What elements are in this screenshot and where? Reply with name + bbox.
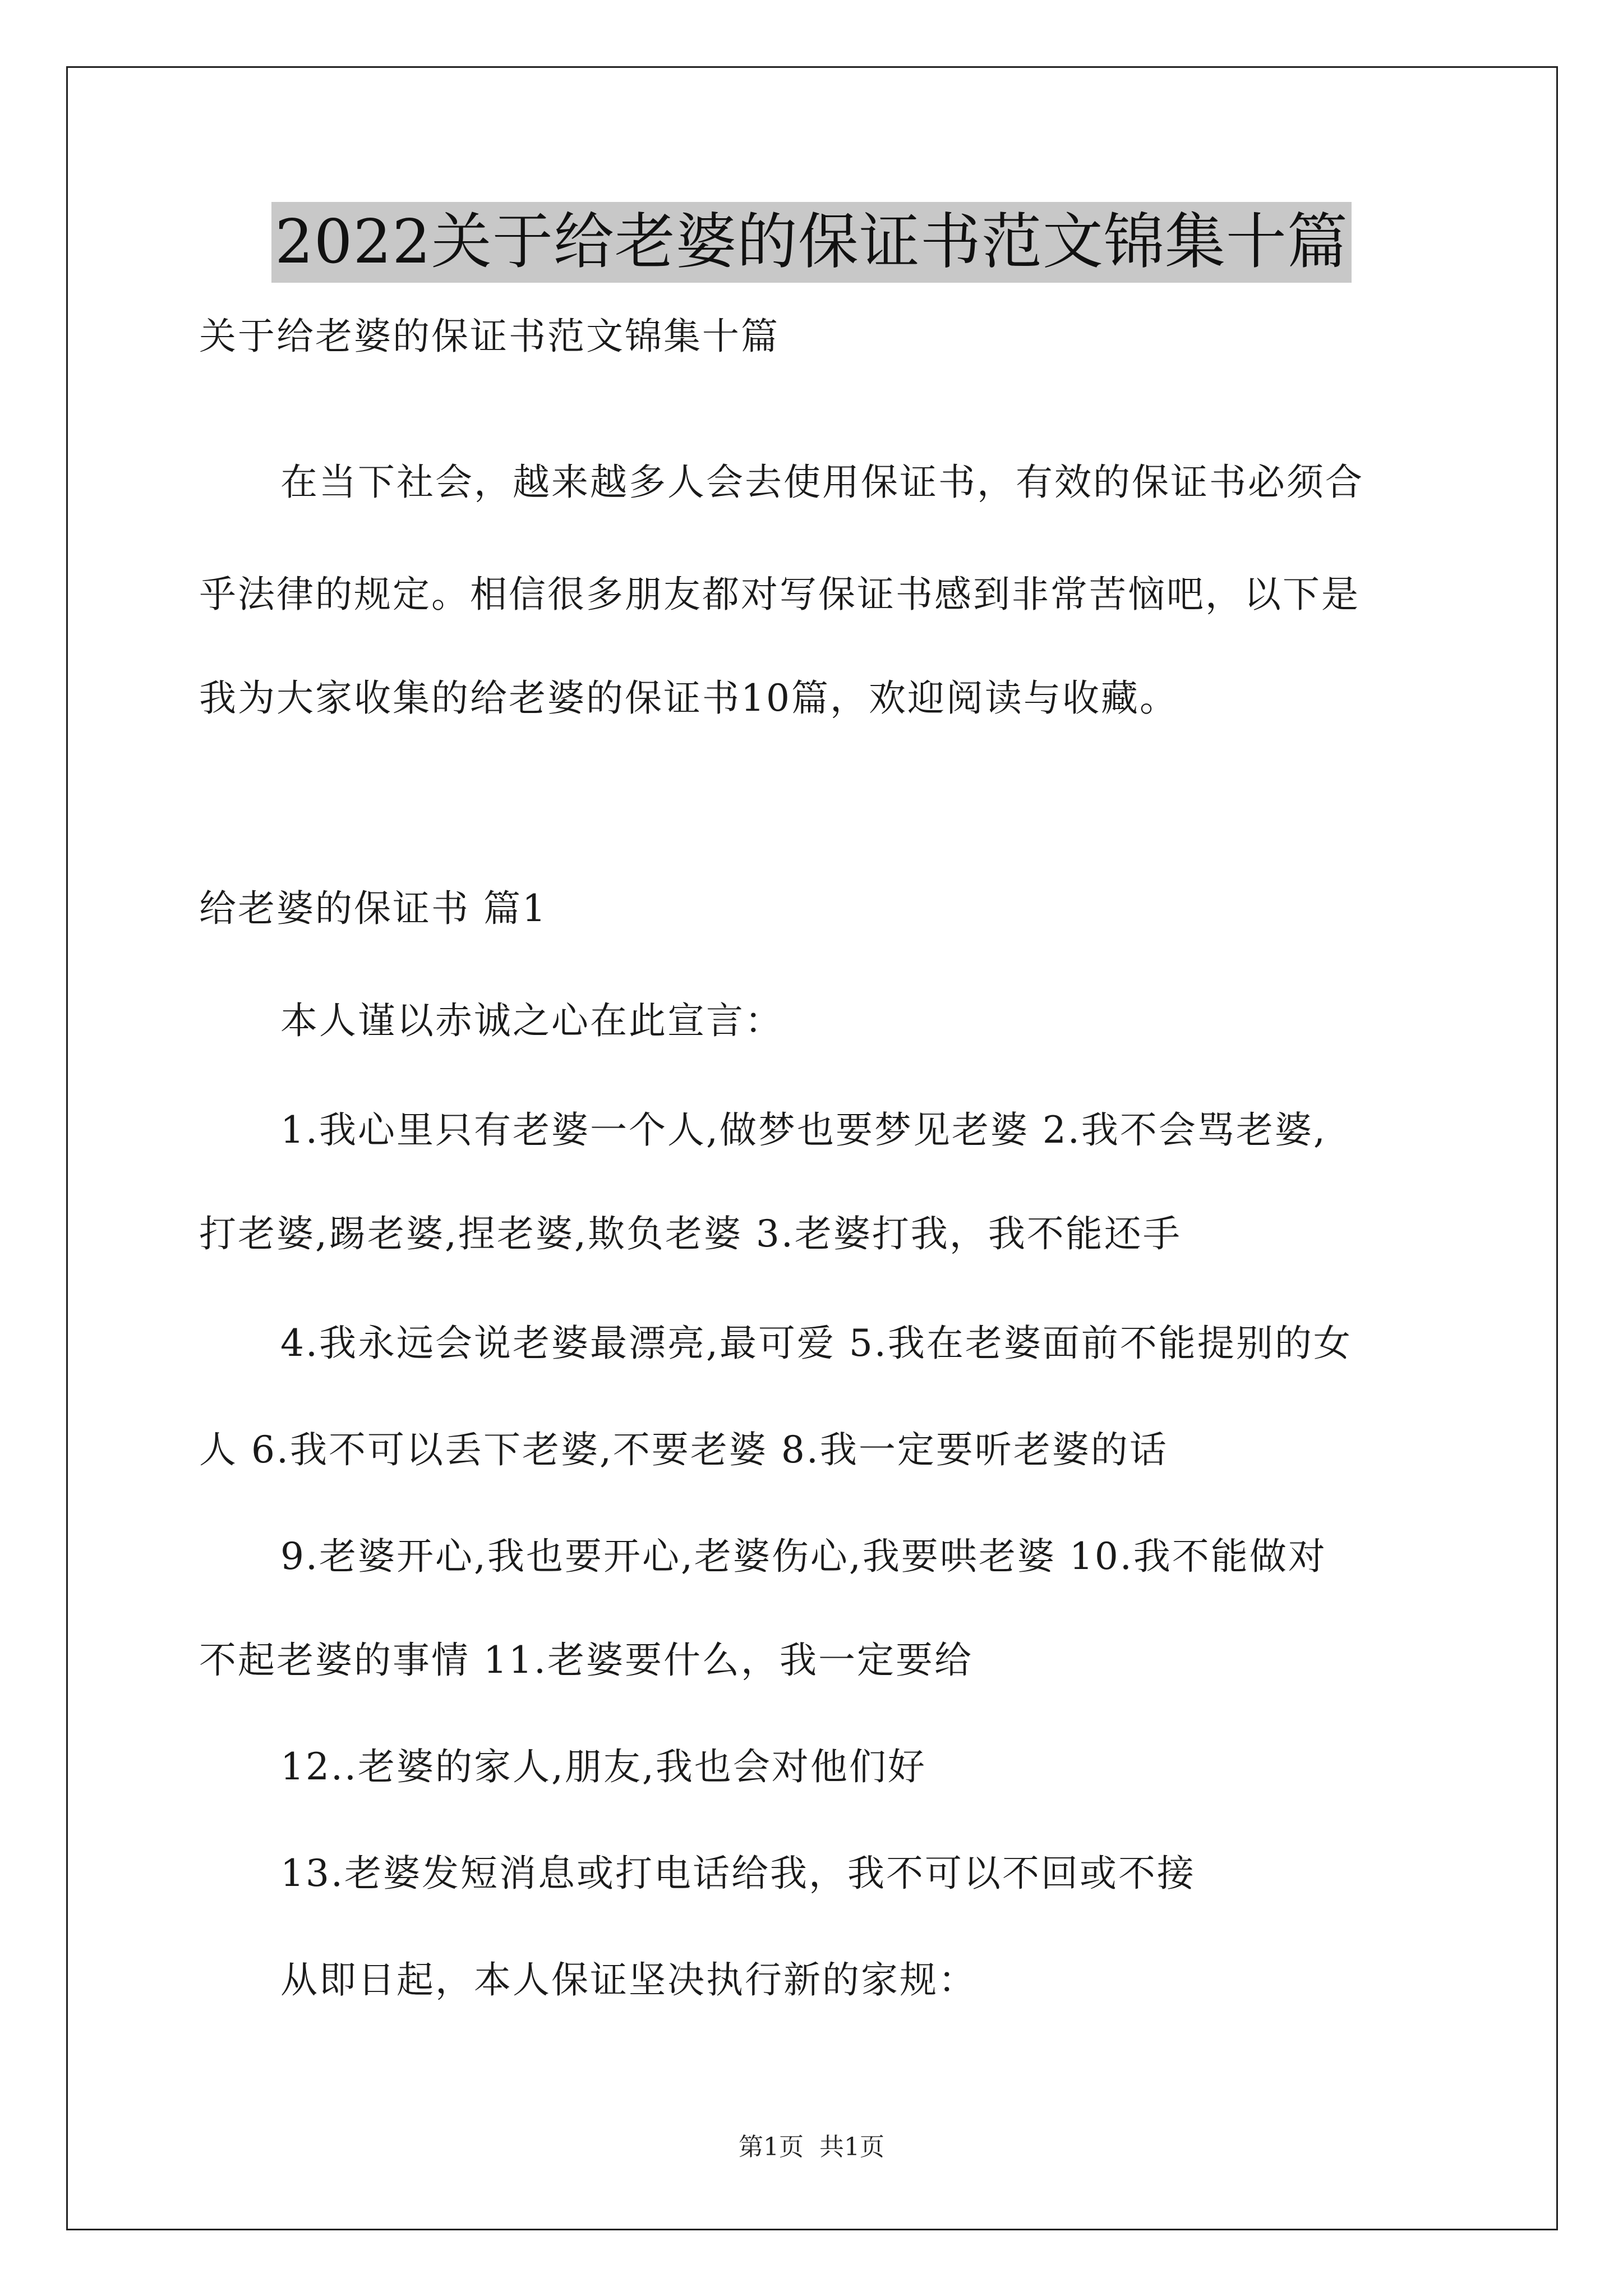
body-line-8: 12..老婆的家人,朋友,我也会对他们好 [280, 1745, 926, 1788]
section-heading: 给老婆的保证书 篇1 [199, 887, 547, 930]
body-line-6: 9.老婆开心,我也要开心,老婆伤心,我要哄老婆 10.我不能做对 [280, 1535, 1327, 1578]
body-line-5: 人 6.我不可以丢下老婆,不要老婆 8.我一定要听老婆的话 [199, 1428, 1168, 1471]
page-footer [0, 2132, 1623, 2163]
body-line-2: 1.我心里只有老婆一个人,做梦也要梦见老婆 2.我不会骂老婆, [280, 1108, 1327, 1152]
intro-line-2: 乎法律的规定。相信很多朋友都对写保证书感到非常苦恼吧，以下是 [199, 573, 1360, 616]
intro-line-3: 我为大家收集的给老婆的保证书10篇，欢迎阅读与收藏。 [199, 677, 1178, 720]
document-subtitle: 关于给老婆的保证书范文锦集十篇 [199, 315, 780, 358]
title-wrap [0, 202, 1623, 283]
body-line-7: 不起老婆的事情 11.老婆要什么，我一定要给 [199, 1639, 973, 1682]
body-line-4: 4.我永远会说老婆最漂亮,最可爱 5.我在老婆面前不能提别的女 [280, 1322, 1352, 1365]
intro-line-1: 在当下社会，越来越多人会去使用保证书，有效的保证书必须合 [280, 461, 1364, 504]
page-total: 共1页 [819, 2133, 884, 2161]
body-line-1: 本人谨以赤诚之心在此宣言： [280, 999, 783, 1042]
document-title: 2022关于给老婆的保证书范文锦集十篇 [271, 202, 1352, 283]
page-number: 第1页 [739, 2133, 804, 2161]
body-line-3: 打老婆,踢老婆,捏老婆,欺负老婆 3.老婆打我，我不能还手 [199, 1212, 1182, 1255]
body-line-9: 13.老婆发短消息或打电话给我，我不可以不回或不接 [280, 1852, 1196, 1895]
body-line-10: 从即日起，本人保证坚决执行新的家规： [280, 1958, 977, 2001]
